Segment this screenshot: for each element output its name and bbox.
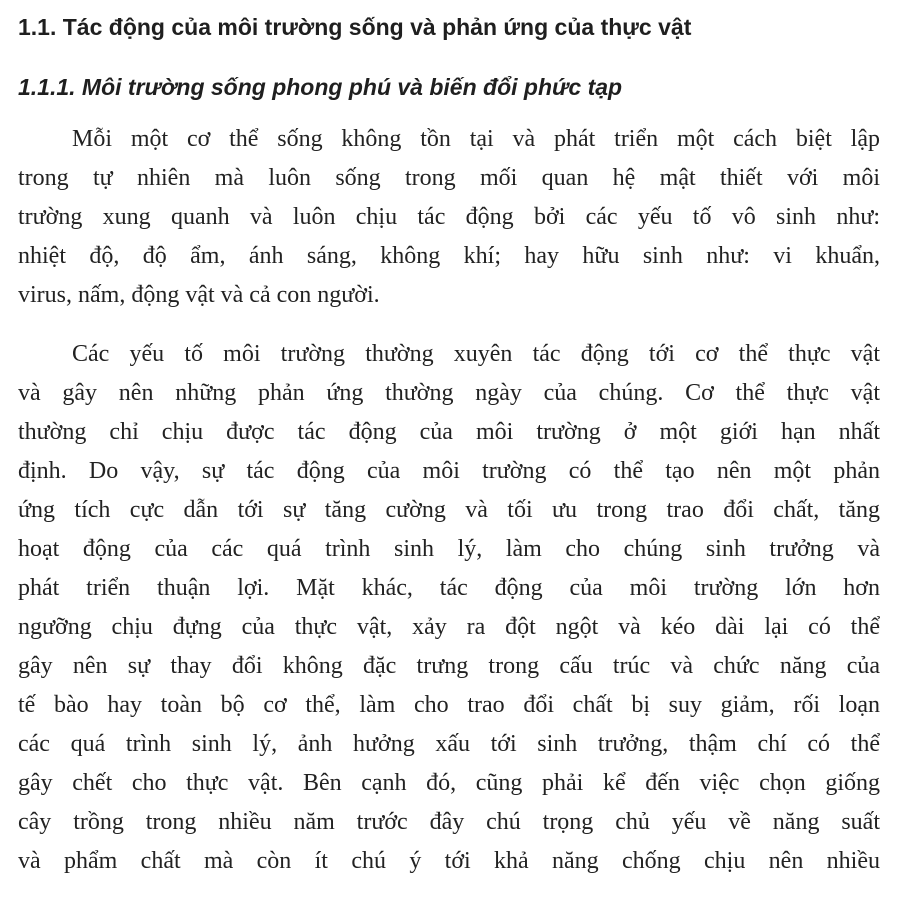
- paragraph-line: định. Do vậy, sự tác động của môi trường có thể tạo nên một phản: [18, 458, 880, 484]
- paragraph-2: [18, 335, 880, 881]
- paragraph-line: các quá trình sinh lý, ảnh hưởng xấu tới sinh trưởng, thậm chí có thể: [18, 731, 880, 757]
- paragraph-line: ngưỡng chịu đựng của thực vật, xảy ra đột ngột và kéo dài lại có thể: [18, 614, 880, 640]
- paragraph-line: trong tự nhiên mà luôn sống trong mối quan hệ mật thiết với môi: [18, 165, 880, 191]
- paragraph-line: Mỗi một cơ thể sống không tồn tại và phát triển một cách biệt lập: [72, 126, 880, 152]
- paragraph-line: nhiệt độ, độ ẩm, ánh sáng, không khí; hay hữu sinh như: vi khuẩn,: [18, 243, 880, 269]
- paragraph-line: gây chết cho thực vật. Bên cạnh đó, cũng phải kể đến việc chọn giống: [18, 770, 880, 796]
- paragraph-line: tế bào hay toàn bộ cơ thể, làm cho trao đổi chất bị suy giảm, rối loạn: [18, 692, 880, 718]
- section-heading: 1.1. Tác động của môi trường sống và phản ứng của thực vật: [18, 14, 692, 40]
- paragraph-1: [18, 120, 880, 315]
- paragraph-line: hoạt động của các quá trình sinh lý, làm cho chúng sinh trưởng và: [18, 536, 880, 562]
- paragraph-line: và gây nên những phản ứng thường ngày của chúng. Cơ thể thực vật: [18, 380, 880, 406]
- paragraph-line: thường chỉ chịu được tác động của môi trường ở một giới hạn nhất: [18, 419, 880, 445]
- subsection-heading: 1.1.1. Môi trường sống phong phú và biến đổi phức tạp: [18, 74, 623, 100]
- paragraph-line: ứng tích cực dẫn tới sự tăng cường và tối ưu trong trao đổi chất, tăng: [18, 497, 880, 523]
- paragraph-line: virus, nấm, động vật và cả con người.: [18, 282, 380, 308]
- paragraph-line: trường xung quanh và luôn chịu tác động bởi các yếu tố vô sinh như:: [18, 204, 880, 230]
- paragraph-line: cây trồng trong nhiều năm trước đây chú trọng chủ yếu về năng suất: [18, 809, 880, 835]
- paragraph-line: Các yếu tố môi trường thường xuyên tác động tới cơ thể thực vật: [72, 341, 880, 367]
- paragraph-line: và phẩm chất mà còn ít chú ý tới khả năng chống chịu nên nhiều: [18, 848, 880, 874]
- paragraph-line: phát triển thuận lợi. Mặt khác, tác động của môi trường lớn hơn: [18, 575, 880, 601]
- paragraph-line: gây nên sự thay đổi không đặc trưng trong cấu trúc và chức năng của: [18, 653, 880, 679]
